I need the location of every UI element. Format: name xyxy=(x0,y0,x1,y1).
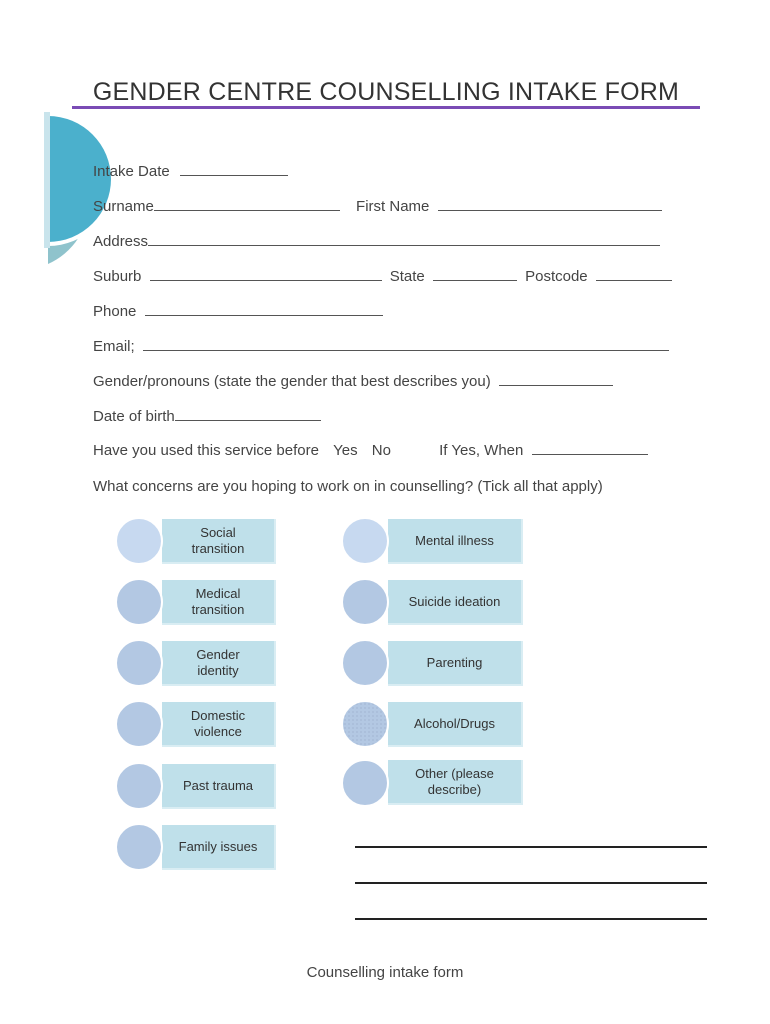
concern-checkbox[interactable] xyxy=(115,700,163,748)
concern-label-box xyxy=(388,702,523,747)
address-row xyxy=(93,233,660,250)
concern-label-line1: Family issues xyxy=(178,838,258,854)
concern-checkbox[interactable] xyxy=(115,578,163,626)
concern-label-line1: Parenting xyxy=(426,654,483,670)
concern-label-line1: Past trauma xyxy=(182,777,254,793)
concern-label-box xyxy=(162,580,276,625)
first-name-field[interactable] xyxy=(438,198,662,211)
used-before-row xyxy=(93,442,648,459)
concern-label-line2: identity xyxy=(197,662,239,678)
concern-label-line1: Domestic xyxy=(190,707,246,723)
other-describe-line-1[interactable] xyxy=(355,846,707,848)
email-label: Email; xyxy=(93,338,135,355)
concern-label-box xyxy=(162,764,276,809)
concern-label-box xyxy=(388,580,523,625)
concerns-question: What concerns are you hoping to work on in counselling? (Tick all that apply) xyxy=(93,478,603,495)
no-option[interactable]: No xyxy=(371,442,391,459)
concern-label-box xyxy=(388,641,523,686)
concern-label-box xyxy=(162,641,276,686)
concern-label-line2: transition xyxy=(191,540,245,556)
state-field[interactable] xyxy=(433,268,517,281)
email-field[interactable] xyxy=(143,338,669,351)
intake-date-row xyxy=(93,163,288,180)
form-title: GENDER CENTRE COUNSELLING INTAKE FORM xyxy=(92,78,680,106)
dob-row xyxy=(93,408,321,425)
name-row xyxy=(93,198,662,215)
email-row xyxy=(93,338,669,355)
concern-label-box xyxy=(388,519,523,564)
surname-field[interactable] xyxy=(154,198,340,211)
concern-label-line1: Social xyxy=(200,524,236,540)
concern-label-line2: describe) xyxy=(427,781,482,797)
gender-label: Gender/pronouns (state the gender that best describes you) xyxy=(93,373,491,390)
concern-label-line1: Medical xyxy=(195,585,241,601)
surname-label: Surname xyxy=(93,198,154,215)
phone-row xyxy=(93,303,383,320)
concern-label-box xyxy=(388,760,523,805)
concern-checkbox[interactable] xyxy=(115,823,163,871)
suburb-field[interactable] xyxy=(150,268,382,281)
address-label: Address xyxy=(93,233,149,250)
concern-label-box xyxy=(162,519,276,564)
concern-checkbox[interactable] xyxy=(115,639,163,687)
address-field[interactable] xyxy=(148,233,660,246)
first-name-label: First Name xyxy=(356,198,430,215)
page-footer: Counselling intake form xyxy=(306,964,464,981)
if-yes-when-field[interactable] xyxy=(532,442,648,455)
concern-checkbox[interactable] xyxy=(341,700,389,748)
concern-label-line1: Alcohol/Drugs xyxy=(414,715,495,731)
postcode-label: Postcode xyxy=(525,268,588,285)
concern-label-box xyxy=(162,702,276,747)
if-yes-label: If Yes, When xyxy=(439,442,524,459)
dob-field[interactable] xyxy=(175,408,321,421)
phone-label: Phone xyxy=(93,303,137,320)
concern-checkbox[interactable] xyxy=(341,639,389,687)
intake-date-field[interactable] xyxy=(180,163,288,176)
concern-label-box xyxy=(162,825,276,870)
gender-row xyxy=(93,373,613,390)
concern-label-line2: transition xyxy=(191,601,245,617)
gender-field[interactable] xyxy=(499,373,613,386)
concern-checkbox[interactable] xyxy=(341,759,389,807)
concern-checkbox[interactable] xyxy=(115,762,163,810)
other-describe-line-2[interactable] xyxy=(355,882,707,884)
concern-label-line1: Other (please xyxy=(415,765,494,781)
concern-label-line1: Gender xyxy=(196,646,240,662)
concern-checkbox[interactable] xyxy=(341,517,389,565)
concern-label-line2: violence xyxy=(194,723,242,739)
state-label: State xyxy=(389,268,425,285)
concern-label-line1: Mental illness xyxy=(415,532,494,548)
title-underline xyxy=(72,106,700,109)
intake-date-label: Intake Date xyxy=(93,163,170,180)
used-before-label: Have you used this service before xyxy=(93,442,319,459)
concern-label-line1: Suicide ideation xyxy=(408,593,501,609)
suburb-row xyxy=(93,268,672,285)
phone-field[interactable] xyxy=(145,303,383,316)
postcode-field[interactable] xyxy=(596,268,672,281)
concern-checkbox[interactable] xyxy=(115,517,163,565)
dob-label: Date of birth xyxy=(93,408,175,425)
yes-option[interactable]: Yes xyxy=(333,442,358,459)
concern-checkbox[interactable] xyxy=(341,578,389,626)
other-describe-line-3[interactable] xyxy=(355,918,707,920)
suburb-label: Suburb xyxy=(93,268,142,285)
